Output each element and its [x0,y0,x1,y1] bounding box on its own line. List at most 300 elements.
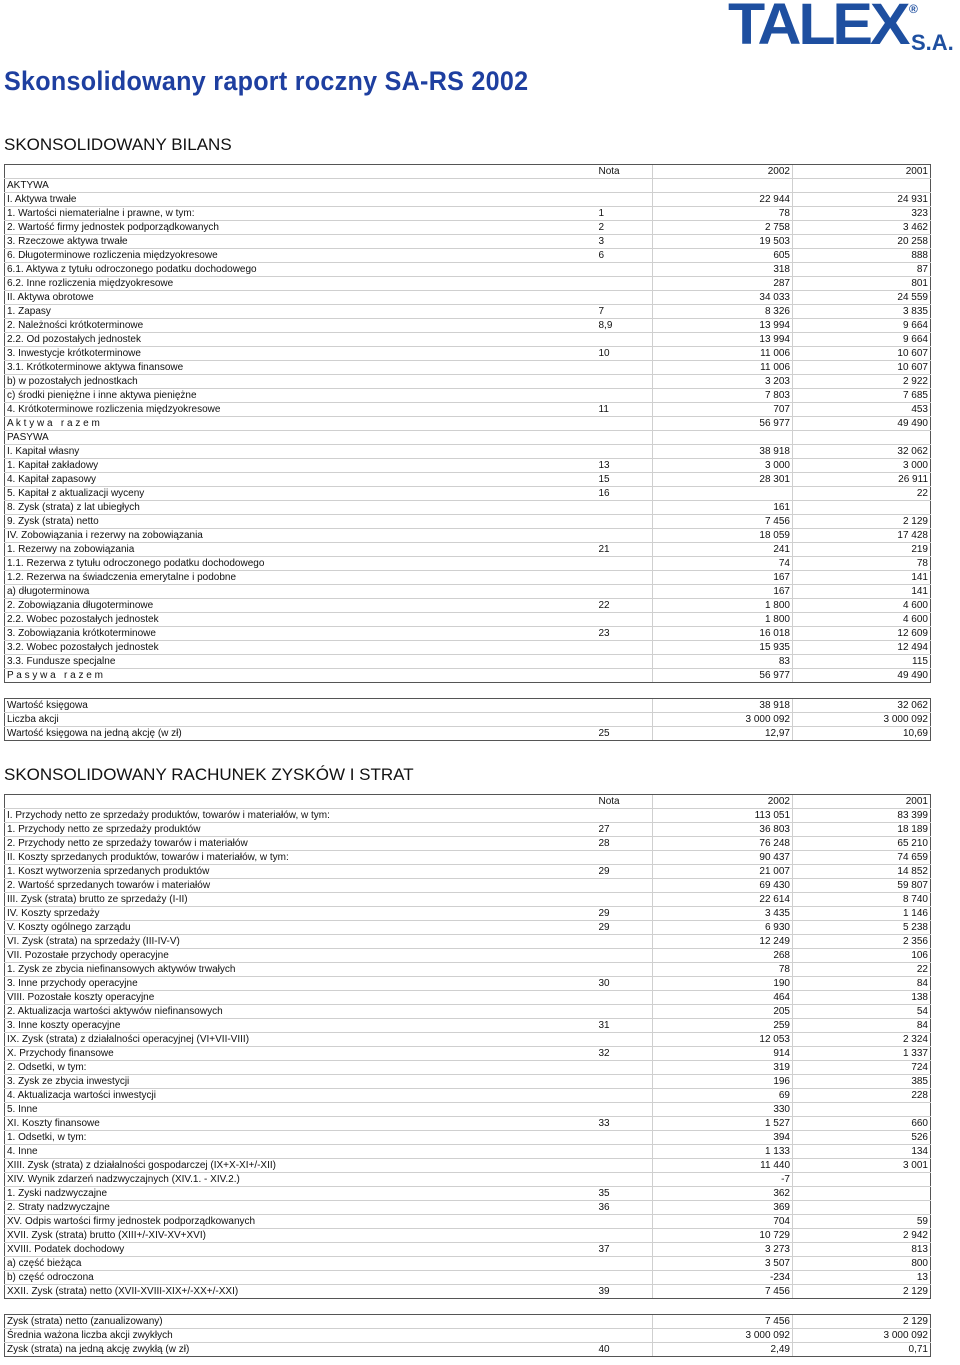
row-nota: 21 [597,543,653,557]
row-label: 3. Zysk ze zbycia inwestycji [5,1075,597,1089]
row-label: c) środki pieniężne i inne aktywa pieniężne [5,389,597,403]
row-nota: 10 [597,347,653,361]
row-label: 6. Długoterminowe rozliczenia międzyokresowe [5,249,597,263]
row-label: II. Aktywa obrotowe [5,291,597,305]
table-row [5,1047,931,1061]
row-value-2002: 205 [653,1005,793,1019]
row-value-2001: 13 [793,1271,931,1285]
row-label: 1. Rezerwy na zobowiązania [5,543,597,557]
row-nota: 30 [597,977,653,991]
row-value-2001: 2 129 [793,1315,931,1329]
table-row [5,1117,931,1131]
table-row [5,991,931,1005]
row-nota [597,361,653,375]
row-value-2001: 83 399 [793,809,931,823]
row-value-2001: 1 337 [793,1047,931,1061]
row-label: 9. Zysk (strata) netto [5,515,597,529]
row-nota [597,1131,653,1145]
row-value-2002: 7 456 [653,515,793,529]
row-nota: 15 [597,473,653,487]
row-value-2002: 34 033 [653,291,793,305]
row-value-2002: 2 758 [653,221,793,235]
row-value-2001: 888 [793,249,931,263]
table-row [5,865,931,879]
row-value-2001: 59 [793,1215,931,1229]
row-value-2002: 15 935 [653,641,793,655]
table-row [5,305,931,319]
table-row [5,1201,931,1215]
row-label: 2. Należności krótkoterminowe [5,319,597,333]
row-label: XV. Odpis wartości firmy jednostek podporządkowanych [5,1215,597,1229]
book-value-table [4,698,931,741]
table-row [5,641,931,655]
row-value-2001: 3 001 [793,1159,931,1173]
row-value-2002: 90 437 [653,851,793,865]
row-value-2002: 394 [653,1131,793,1145]
row-value-2002: 167 [653,585,793,599]
row-nota [597,501,653,515]
table-row [5,291,931,305]
row-label: Liczba akcji [5,713,597,727]
row-value-2002: 2002 [653,795,793,809]
row-value-2002: 69 430 [653,879,793,893]
row-value-2001: 385 [793,1075,931,1089]
table-row [5,557,931,571]
row-label: PASYWA [5,431,597,445]
row-label: 1.2. Rezerwa na świadczenia emerytalne i podobne [5,571,597,585]
table-row [5,1243,931,1257]
row-value-2002: 38 918 [653,445,793,459]
table-row [5,1145,931,1159]
row-label: XVII. Zysk (strata) brutto (XIII+/-XIV-XV+XVI) [5,1229,597,1243]
row-value-2001: 2001 [793,795,931,809]
row-value-2001: 724 [793,1061,931,1075]
table-row [5,235,931,249]
row-label: III. Zysk (strata) brutto ze sprzedaży (I-II) [5,893,597,907]
row-label: 4. Kapitał zapasowy [5,473,597,487]
row-value-2002: 28 301 [653,473,793,487]
row-nota [597,699,653,713]
table-row [5,655,931,669]
table-row [5,823,931,837]
table-row [5,1285,931,1299]
table-row [5,1187,931,1201]
table-row [5,389,931,403]
row-nota [597,655,653,669]
table-row [5,543,931,557]
table-row [5,1173,931,1187]
table-row [5,1019,931,1033]
row-label: XIII. Zysk (strata) z działalności gospodarczej (IX+X-XI+/-XII) [5,1159,597,1173]
table-row [5,907,931,921]
row-nota [597,1159,653,1173]
row-nota: 35 [597,1187,653,1201]
row-nota [597,963,653,977]
row-nota [597,1103,653,1117]
table-row [5,949,931,963]
row-nota [597,445,653,459]
row-value-2002: 6 930 [653,921,793,935]
row-value-2001: 660 [793,1117,931,1131]
row-label: XI. Koszty finansowe [5,1117,597,1131]
row-nota [597,1329,653,1343]
row-value-2002: 914 [653,1047,793,1061]
row-label: 3. Inne przychody operacyjne [5,977,597,991]
row-nota [597,1145,653,1159]
row-nota: 39 [597,1285,653,1299]
row-value-2001: 2001 [793,165,931,179]
row-value-2001: 219 [793,543,931,557]
row-value-2002: 7 803 [653,389,793,403]
row-value-2002: 11 006 [653,361,793,375]
row-nota [597,585,653,599]
table-row [5,599,931,613]
table-row [5,361,931,375]
table-row [5,319,931,333]
row-value-2001: 54 [793,1005,931,1019]
row-value-2001: 2 922 [793,375,931,389]
row-value-2001: 12 609 [793,627,931,641]
row-nota: 36 [597,1201,653,1215]
row-label: 4. Aktualizacja wartości inwestycji [5,1089,597,1103]
row-nota: 27 [597,823,653,837]
row-label: 1. Koszt wytworzenia sprzedanych produktów [5,865,597,879]
row-value-2001: 18 189 [793,823,931,837]
row-value-2001: 800 [793,1257,931,1271]
report-title: Skonsolidowany raport roczny SA-RS 2002 [4,66,529,96]
row-value-2001: 49 490 [793,669,931,683]
row-nota: 11 [597,403,653,417]
table-row [5,179,931,193]
row-label: 1. Zysk ze zbycia niefinansowych aktywów trwałych [5,963,597,977]
row-label: 8. Zysk (strata) z lat ubiegłych [5,501,597,515]
row-nota: 37 [597,1243,653,1257]
row-nota [597,529,653,543]
row-nota [597,375,653,389]
table-row [5,627,931,641]
row-nota [597,935,653,949]
row-value-2002: 3 000 092 [653,713,793,727]
row-value-2002: 2,49 [653,1343,793,1357]
row-value-2001: 453 [793,403,931,417]
row-nota: 2 [597,221,653,235]
row-value-2001: 5 238 [793,921,931,935]
table-row [5,515,931,529]
row-nota [597,1005,653,1019]
row-nota [597,515,653,529]
row-label: IV. Koszty sprzedaży [5,907,597,921]
row-value-2001: 3 000 [793,459,931,473]
row-value-2001: 32 062 [793,445,931,459]
row-label: Zysk (strata) na jedną akcję zwykłą (w zł) [5,1343,597,1357]
row-value-2002: 464 [653,991,793,1005]
row-value-2002: 22 944 [653,193,793,207]
row-nota: 28 [597,837,653,851]
row-value-2001: 115 [793,655,931,669]
row-value-2001: 4 600 [793,599,931,613]
row-label: b) część odroczona [5,1271,597,1285]
table-row [5,809,931,823]
row-value-2001: 141 [793,571,931,585]
table-row [5,893,931,907]
row-nota [597,1215,653,1229]
row-nota [597,1075,653,1089]
row-value-2002: 11 006 [653,347,793,361]
table-row [5,221,931,235]
row-label: Wartość księgowa [5,699,597,713]
row-value-2001: 138 [793,991,931,1005]
row-value-2002: 1 800 [653,613,793,627]
row-value-2001 [793,431,931,445]
row-value-2002 [653,431,793,445]
row-value-2002: 196 [653,1075,793,1089]
row-label: IV. Zobowiązania i rezerwy na zobowiązania [5,529,597,543]
table-row [5,795,931,809]
row-value-2002: 707 [653,403,793,417]
row-value-2001: 106 [793,949,931,963]
table-row [5,613,931,627]
row-value-2002: 13 994 [653,333,793,347]
row-label: 5. Inne [5,1103,597,1117]
row-label: 3. Inwestycje krótkoterminowe [5,347,597,361]
row-value-2002: 69 [653,1089,793,1103]
row-label: a) część bieżąca [5,1257,597,1271]
row-value-2002: 74 [653,557,793,571]
row-label: Średnia ważona liczba akcji zwykłych [5,1329,597,1343]
row-value-2001 [793,1103,931,1117]
row-label: 3. Rzeczowe aktywa trwałe [5,235,597,249]
row-value-2001: 8 740 [793,893,931,907]
row-value-2001: 65 210 [793,837,931,851]
row-value-2001: 22 [793,487,931,501]
row-value-2001: 9 664 [793,319,931,333]
row-value-2001: 2 324 [793,1033,931,1047]
row-value-2002: 12 249 [653,935,793,949]
table-row [5,1271,931,1285]
row-label: 3.3. Fundusze specjalne [5,655,597,669]
row-value-2001: 14 852 [793,865,931,879]
row-value-2002: 83 [653,655,793,669]
row-value-2001: 526 [793,1131,931,1145]
row-label [5,795,597,809]
row-nota [597,277,653,291]
row-value-2001: 0,71 [793,1343,931,1357]
row-label: AKTYWA [5,179,597,193]
row-value-2001: 24 931 [793,193,931,207]
row-value-2002: 330 [653,1103,793,1117]
row-value-2001: 10 607 [793,361,931,375]
row-value-2002: 3 000 [653,459,793,473]
row-value-2002: 1 800 [653,599,793,613]
table-row [5,977,931,991]
row-value-2002: 704 [653,1215,793,1229]
row-value-2001: 3 835 [793,305,931,319]
table-row [5,431,931,445]
row-value-2001: 87 [793,263,931,277]
table-row [5,473,931,487]
row-value-2002: 78 [653,963,793,977]
row-nota [597,879,653,893]
row-value-2002: 318 [653,263,793,277]
row-nota: Nota [597,165,653,179]
row-value-2002: 12,97 [653,727,793,741]
row-value-2002: 167 [653,571,793,585]
row-nota [597,1257,653,1271]
row-value-2002: 56 977 [653,417,793,431]
row-label: 2. Odsetki, w tym: [5,1061,597,1075]
table-row [5,851,931,865]
row-value-2002: -234 [653,1271,793,1285]
row-value-2001: 9 664 [793,333,931,347]
row-nota: 1 [597,207,653,221]
row-nota [597,1089,653,1103]
row-value-2002: 16 018 [653,627,793,641]
row-label: Zysk (strata) netto (zanualizowany) [5,1315,597,1329]
row-label: 1. Wartości niematerialne i prawne, w tym: [5,207,597,221]
table-row [5,1089,931,1103]
income-statement-table [4,794,931,1299]
row-label: b) w pozostałych jednostkach [5,375,597,389]
row-label: 3. Inne koszty operacyjne [5,1019,597,1033]
table-row [5,1257,931,1271]
row-value-2001: 10,69 [793,727,931,741]
row-value-2001: 84 [793,1019,931,1033]
table-row [5,165,931,179]
row-value-2001: 3 462 [793,221,931,235]
row-value-2001 [793,1173,931,1187]
row-value-2001: 17 428 [793,529,931,543]
row-value-2001: 32 062 [793,699,931,713]
row-value-2001 [793,1187,931,1201]
row-nota [597,431,653,445]
row-value-2002: 190 [653,977,793,991]
row-nota: Nota [597,795,653,809]
row-value-2002: 3 203 [653,375,793,389]
row-value-2002: 13 994 [653,319,793,333]
table-row [5,935,931,949]
row-nota [597,263,653,277]
row-value-2001: 74 659 [793,851,931,865]
row-value-2002: 287 [653,277,793,291]
row-value-2001: 26 911 [793,473,931,487]
row-value-2001: 12 494 [793,641,931,655]
row-nota [597,641,653,655]
logo-registered-mark: ® [909,2,918,16]
row-label: 1. Zapasy [5,305,597,319]
row-nota: 33 [597,1117,653,1131]
row-value-2001: 10 607 [793,347,931,361]
row-value-2002: 1 527 [653,1117,793,1131]
row-value-2002: 8 326 [653,305,793,319]
table-row [5,1061,931,1075]
table-row [5,585,931,599]
table-row [5,501,931,515]
row-value-2001: 2 129 [793,515,931,529]
table-row [5,921,931,935]
row-nota [597,1033,653,1047]
row-label: 2. Wartość sprzedanych towarów i materiałów [5,879,597,893]
row-value-2001: 2 356 [793,935,931,949]
row-value-2001: 141 [793,585,931,599]
row-label: I. Kapitał własny [5,445,597,459]
row-label: 1. Zyski nadzwyczajne [5,1187,597,1201]
row-value-2001: 84 [793,977,931,991]
logo-suffix: S.A. [911,30,954,55]
row-nota [597,991,653,1005]
row-value-2002: 3 507 [653,1257,793,1271]
row-nota [597,1061,653,1075]
row-value-2001: 20 258 [793,235,931,249]
row-value-2001 [793,1201,931,1215]
row-value-2001: 813 [793,1243,931,1257]
table-row [5,1159,931,1173]
row-nota [597,193,653,207]
row-value-2002: 7 456 [653,1315,793,1329]
row-value-2002: 18 059 [653,529,793,543]
table-row [5,1103,931,1117]
row-value-2002: 2002 [653,165,793,179]
row-value-2001: 3 000 092 [793,713,931,727]
row-value-2002: 21 007 [653,865,793,879]
table-row [5,207,931,221]
row-value-2001: 24 559 [793,291,931,305]
table-row [5,669,931,683]
row-value-2002: 3 000 092 [653,1329,793,1343]
table-row [5,333,931,347]
table-row [5,459,931,473]
row-value-2002: 241 [653,543,793,557]
row-value-2002: 113 051 [653,809,793,823]
table-row [5,277,931,291]
row-nota [597,893,653,907]
row-value-2001: 801 [793,277,931,291]
row-label: XXII. Zysk (strata) netto (XVII-XVIII-XIX+/-XX+/-XXI) [5,1285,597,1299]
row-value-2001: 134 [793,1145,931,1159]
table-row [5,417,931,431]
row-label [5,165,597,179]
row-nota [597,949,653,963]
row-value-2002: 10 729 [653,1229,793,1243]
row-nota: 8,9 [597,319,653,333]
row-nota [597,557,653,571]
table-row [5,571,931,585]
row-value-2001: 22 [793,963,931,977]
table-row [5,1343,931,1357]
row-value-2001 [793,501,931,515]
row-value-2002: 12 053 [653,1033,793,1047]
row-label: 3.2. Wobec pozostałych jednostek [5,641,597,655]
row-value-2001: 1 146 [793,907,931,921]
row-nota [597,417,653,431]
row-label: 6.1. Aktywa z tytułu odroczonego podatku dochodowego [5,263,597,277]
row-nota [597,1315,653,1329]
row-value-2001: 2 942 [793,1229,931,1243]
row-label: 3. Zobowiązania krótkoterminowe [5,627,597,641]
row-label: 2.2. Od pozostałych jednostek [5,333,597,347]
row-label: I. Aktywa trwałe [5,193,597,207]
row-value-2002: 78 [653,207,793,221]
row-label: XVIII. Podatek dochodowy [5,1243,597,1257]
row-value-2002: 56 977 [653,669,793,683]
row-label: 1. Przychody netto ze sprzedaży produktów [5,823,597,837]
row-value-2002: 22 614 [653,893,793,907]
row-value-2002: 259 [653,1019,793,1033]
table-row [5,1215,931,1229]
table-row [5,1075,931,1089]
row-label: X. Przychody finansowe [5,1047,597,1061]
rzis-section-title: SKONSOLIDOWANY RACHUNEK ZYSKÓW I STRAT [4,765,414,784]
table-row [5,1229,931,1243]
